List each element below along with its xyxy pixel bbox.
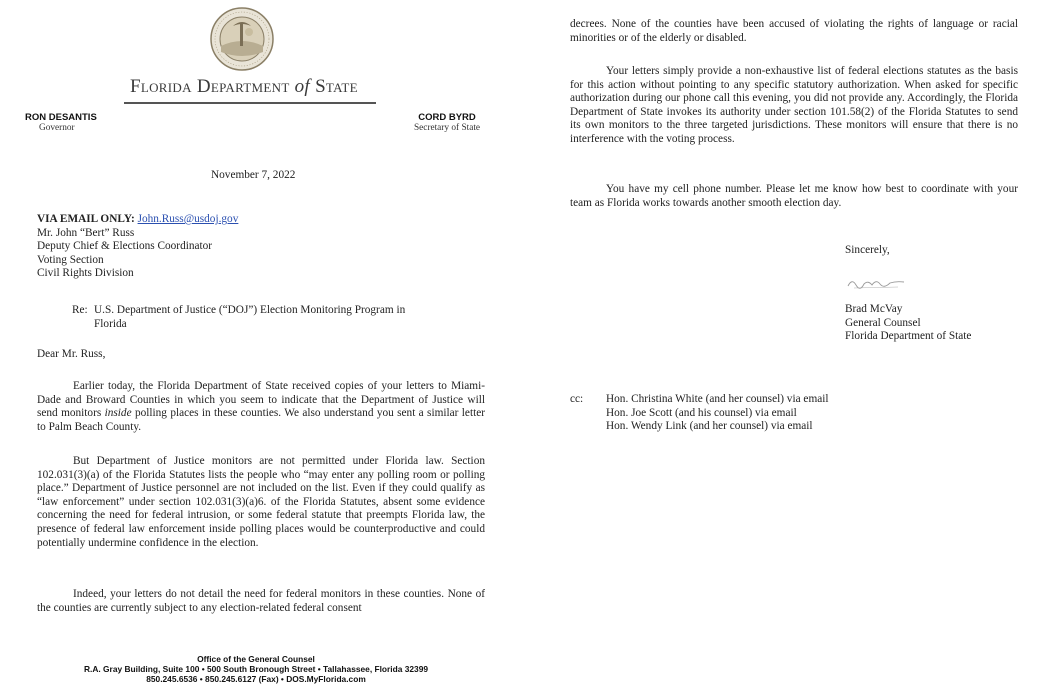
secretary-block — [404, 112, 490, 134]
footer-office: Office of the General Counsel — [197, 654, 315, 664]
body-paragraph-6: You have my cell phone number. Please let me know how best to coordinate with your team as Florida works towards another smooth election day. — [570, 183, 1018, 209]
body-paragraph-4: decrees. None of the counties have been accused of violating the rights of language or racial minorities or of the elderly or disabled. — [570, 18, 1018, 44]
signer-organization: Florida Department of State — [845, 330, 972, 343]
governor-title: Governor — [39, 123, 75, 133]
governor-block — [25, 112, 97, 134]
re-subject-line: U.S. Department of Justice (“DOJ”) Election Monitoring Program in — [94, 304, 406, 316]
cc-recipient: Hon. Christina White (and her counsel) via email — [606, 393, 829, 405]
footer-contact: 850.245.6536 • 850.245.6127 (Fax) • DOS.MyFlorida.com — [146, 674, 366, 684]
paragraph-text: polling places in these counties. We also understand you sent a similar letter to Palm Beach County. — [37, 407, 485, 433]
letter-page-2 — [546, 0, 1060, 689]
secretary-name: CORD BYRD — [418, 112, 476, 123]
letterhead-title — [130, 76, 376, 97]
letter-date: November 7, 2022 — [211, 169, 296, 181]
letterhead-title-part: State — [310, 76, 358, 97]
florida-state-seal — [209, 6, 275, 72]
address-line: Deputy Chief & Elections Coordinator — [37, 240, 213, 253]
address-line: Voting Section — [37, 253, 104, 266]
paragraph-text: Earlier today, the Florida Department of State received copies of your letters to Miami-Dade and Broward Counties in which you seem to indicate that the Department of Justice will send monitors — [37, 380, 485, 420]
body-paragraph-5: Your letters simply provide a non-exhaustive list of federal elections statutes as the basis for this action without pointing to any specific statutory authorization. When asked for specific authorization during our phone call this evening, you did not provide any. Accordingly, the Florida Department of State invokes its authority under section 101.58(2) of the Florida Statutes to send its own monitors to the three targeted jurisdictions. These monitors will ensure that there is no interference with the voting process. — [570, 65, 1018, 145]
address-line: Mr. John “Bert” Russ — [37, 226, 135, 239]
governor-name: RON DESANTIS — [25, 112, 97, 123]
cc-recipient: Hon. Wendy Link (and her counsel) via email — [606, 420, 813, 433]
salutation: Dear Mr. Russ, — [37, 348, 106, 360]
body-paragraph-3: Indeed, your letters do not detail the need for federal monitors in these counties. None of the counties are currently subject to any election-related federal consent — [37, 588, 485, 614]
signer-name: Brad McVay — [845, 303, 903, 315]
cc-list — [606, 393, 829, 434]
body-paragraph-2: But Department of Justice monitors are not permitted under Florida law. Section 102.031(3)(a) of the Florida Statutes lists the people who “may enter any polling room or polling place.” Department of Justice personnel are not included on the list. Even if they could qualify as “law enforcement” under section 102.031(3)(a)6. of the Florida Statutes, absent some evidence concerning the need for federal intrusion, or some federal statute that preempts Florida law, the presence of federal law enforcement inside polling places would be counterproductive and could potentially undermine confidence in the election. — [37, 455, 485, 549]
footer-address: R.A. Gray Building, Suite 100 • 500 South Bronough Street • Tallahassee, Florida 32399 — [83, 664, 429, 674]
re-subject-line: Florida — [94, 317, 127, 330]
letterhead-title-part: Florida Department — [130, 76, 295, 97]
closing-sincerely: Sincerely, — [845, 244, 890, 256]
secretary-title: Secretary of State — [413, 123, 481, 133]
signature-block — [845, 303, 971, 344]
via-colon: : — [130, 213, 138, 225]
signer-title: General Counsel — [845, 316, 921, 329]
body-paragraph-1 — [37, 380, 485, 434]
cc-recipient: Hon. Joe Scott (and his counsel) via email — [606, 406, 797, 419]
page-footer — [40, 654, 472, 684]
letterhead-rule — [124, 102, 376, 104]
via-label: VIA EMAIL ONLY — [37, 213, 131, 225]
recipient-email-link[interactable]: John.Russ@usdoj.gov — [137, 213, 239, 225]
address-block — [37, 213, 497, 281]
via-line — [37, 213, 497, 227]
address-line: Civil Rights Division — [37, 267, 134, 280]
re-label: Re: — [72, 304, 88, 316]
letterhead-title-of: of — [294, 76, 311, 97]
cc-label: cc: — [570, 393, 584, 405]
paragraph-emphasis: inside — [104, 407, 132, 420]
re-block — [72, 304, 472, 331]
handwritten-signature — [846, 276, 906, 295]
